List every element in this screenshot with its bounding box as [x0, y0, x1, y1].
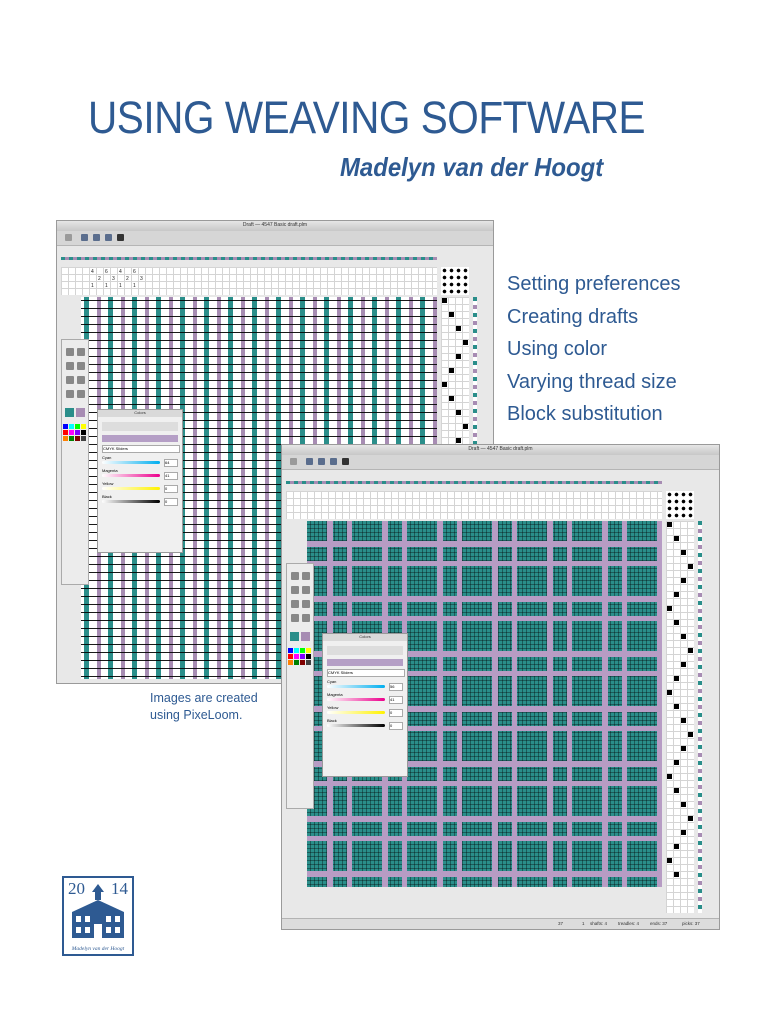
shape-icon[interactable] — [77, 376, 85, 384]
color-mode-toolbar[interactable] — [327, 646, 403, 655]
yellow-label: Yellow — [327, 705, 339, 710]
pencil-icon[interactable] — [66, 348, 74, 356]
color-model-select[interactable]: CMYK Sliders — [327, 669, 405, 677]
draft-window-2 — [281, 444, 720, 930]
current-color-well[interactable] — [102, 435, 178, 442]
fill-icon[interactable] — [291, 600, 299, 608]
window-toolbar — [282, 455, 719, 470]
yellow-label: Yellow — [102, 481, 114, 486]
window-toolbar — [57, 231, 493, 246]
binoculars-icon[interactable] — [342, 458, 349, 465]
black-label: Black — [102, 494, 112, 499]
threading-grid[interactable] — [286, 491, 662, 519]
logo-signature: Madelyn van der Hoogt — [71, 946, 125, 952]
topic-item: Creating drafts — [507, 305, 639, 328]
primary-color-swatch[interactable] — [290, 632, 299, 641]
cyan-slider[interactable] — [327, 685, 385, 688]
color-model-select[interactable]: CMYK Sliders — [102, 445, 180, 453]
table-icon[interactable] — [105, 234, 112, 241]
threading-number: 6 — [133, 269, 136, 275]
status-picks: picks: 37 — [682, 921, 700, 926]
cover-author: Madelyn van der Hoogt — [340, 152, 604, 182]
select-icon[interactable] — [77, 362, 85, 370]
yellow-value[interactable]: 0 — [389, 709, 403, 717]
logo-year-left: 20 — [68, 879, 85, 898]
magenta-value[interactable]: 41 — [389, 696, 403, 704]
tieup-grid[interactable] — [666, 491, 694, 519]
secondary-color-swatch[interactable] — [76, 408, 85, 417]
tools-palette — [61, 339, 89, 585]
window-titlebar — [57, 221, 493, 231]
yellow-value[interactable]: 0 — [164, 485, 178, 493]
threading-number: 1 — [105, 283, 108, 289]
primary-color-swatch[interactable] — [65, 408, 74, 417]
eyedropper-icon[interactable] — [66, 390, 74, 398]
line-icon[interactable] — [302, 572, 310, 580]
black-value[interactable]: 0 — [164, 498, 178, 506]
topic-item: Using color — [507, 338, 608, 360]
hand-icon[interactable] — [77, 390, 85, 398]
status-bar — [282, 918, 719, 929]
status-treadles: treadles: 4 — [618, 921, 640, 926]
threading-number: 3 — [140, 276, 143, 282]
shape-icon[interactable] — [302, 600, 310, 608]
colors-panel-title: Colors — [323, 634, 407, 641]
cyan-slider[interactable] — [102, 461, 160, 464]
tieup-grid[interactable] — [441, 267, 469, 295]
colors-panel — [97, 409, 183, 553]
pencil-icon[interactable] — [291, 572, 299, 580]
line-icon[interactable] — [77, 348, 85, 356]
cyan-label: Cyan — [327, 679, 337, 684]
cyan-label: Cyan — [102, 455, 112, 460]
image-caption: Images are created using PixeLoom. — [150, 691, 258, 722]
color-strip — [61, 257, 437, 260]
threading-number: 1 — [119, 283, 122, 289]
layout-icon[interactable] — [306, 458, 313, 465]
threading-number: 4 — [91, 269, 94, 275]
logo-year-right: 14 — [111, 879, 128, 898]
cyan-value[interactable]: 64 — [164, 459, 178, 467]
hand-icon[interactable] — [302, 614, 310, 622]
window-title: Draft — 4547 Basic draft.plm — [242, 222, 308, 228]
threading-number: 3 — [112, 276, 115, 282]
magenta-label: Magenta — [102, 468, 118, 473]
grid-icon[interactable] — [93, 234, 100, 241]
cover-title: USING WEAVING SOFTWARE — [88, 92, 646, 143]
magenta-value[interactable]: 41 — [164, 472, 178, 480]
secondary-color-swatch[interactable] — [301, 632, 310, 641]
status-field: 1 — [582, 921, 585, 926]
status-ends: ends: 37 — [650, 921, 668, 926]
magenta-slider[interactable] — [102, 474, 160, 477]
colors-panel-title: Colors — [98, 410, 182, 417]
binoculars-icon[interactable] — [117, 234, 124, 241]
black-slider[interactable] — [327, 724, 385, 727]
threading-number: 1 — [91, 283, 94, 289]
fill-icon[interactable] — [66, 376, 74, 384]
black-value[interactable]: 0 — [389, 722, 403, 730]
weft-color-bar[interactable] — [698, 521, 702, 913]
layout-icon[interactable] — [81, 234, 88, 241]
black-slider[interactable] — [102, 500, 160, 503]
topic-item: Varying thread size — [507, 370, 677, 393]
publisher-logo — [62, 876, 134, 956]
topic-item: Setting preferences — [507, 273, 681, 295]
colors-panel — [322, 633, 408, 777]
window-titlebar — [282, 445, 719, 455]
status-field: 37 — [558, 921, 564, 926]
threading-number: 1 — [133, 283, 136, 289]
eyedropper-icon[interactable] — [291, 614, 299, 622]
topics-list — [507, 268, 680, 431]
window-title: Draft — 4547 Basic draft.plm — [468, 446, 533, 452]
table-icon[interactable] — [330, 458, 337, 465]
color-palette[interactable] — [63, 424, 86, 441]
house-icon — [64, 878, 132, 954]
current-color-well[interactable] — [327, 659, 403, 666]
threading-number: 2 — [126, 276, 129, 282]
topic-item: Block substitution — [507, 403, 663, 425]
grid-icon[interactable] — [318, 458, 325, 465]
treadling-grid[interactable] — [666, 521, 694, 913]
eraser-icon[interactable] — [66, 362, 74, 370]
print-icon[interactable] — [290, 458, 297, 465]
yellow-slider[interactable] — [102, 487, 160, 490]
threading-number: 6 — [105, 269, 108, 275]
threading-number: 4 — [119, 269, 122, 275]
color-strip — [286, 481, 662, 484]
select-icon[interactable] — [302, 586, 310, 594]
black-label: Black — [327, 718, 337, 723]
eraser-icon[interactable] — [291, 586, 299, 594]
print-icon[interactable] — [65, 234, 72, 241]
magenta-label: Magenta — [327, 692, 343, 697]
color-palette[interactable] — [288, 648, 311, 665]
magenta-slider[interactable] — [327, 698, 385, 701]
threading-grid[interactable] — [61, 267, 437, 295]
tools-palette — [286, 563, 314, 809]
yellow-slider[interactable] — [327, 711, 385, 714]
cyan-value[interactable]: 56 — [389, 683, 403, 691]
color-mode-toolbar[interactable] — [102, 422, 178, 431]
threading-number: 2 — [98, 276, 101, 282]
status-shafts: shafts: 4 — [590, 921, 608, 926]
